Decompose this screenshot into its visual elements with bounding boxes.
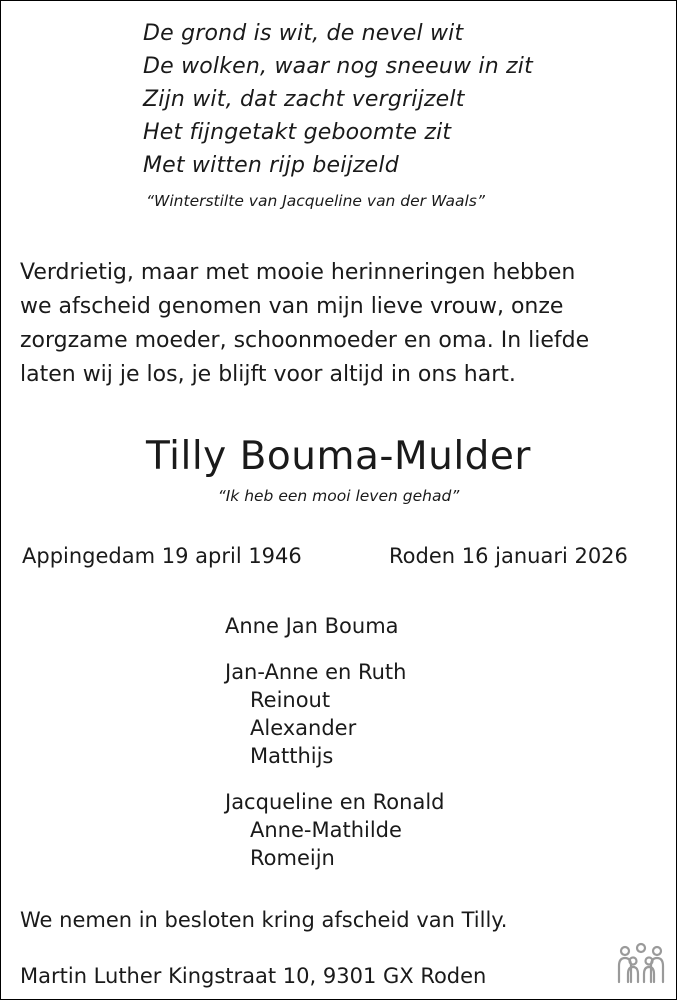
deceased-name: Tilly Bouma-Mulder (146, 434, 531, 479)
deceased-motto: “Ik heb een mooi leven gehad” (217, 487, 460, 505)
family-member: Jan-Anne en Ruth (225, 660, 407, 684)
grandchild: Anne-Mathilde (250, 818, 402, 842)
family-group (225, 788, 445, 872)
grandchild: Romeijn (250, 846, 335, 870)
family-group (225, 658, 445, 770)
poem-line: De grond is wit, de nevel wit (143, 21, 464, 46)
address: Martin Luther Kingstraat 10, 9301 GX Roden (20, 964, 487, 988)
poem-line: De wolken, waar nog sneeuw in zit (143, 54, 533, 79)
intro-line: we afscheid genomen van mijn lieve vrouw, onze (20, 294, 564, 319)
intro-line: Verdrietig, maar met mooie herinneringen hebben (20, 260, 576, 285)
grandchild: Matthijs (250, 744, 334, 768)
poem (143, 17, 533, 182)
family-member: Anne Jan Bouma (225, 614, 399, 638)
poem-line: Zijn wit, dat zacht vergrijzelt (143, 87, 465, 112)
grandchild: Alexander (250, 716, 357, 740)
grandchild: Reinout (250, 688, 331, 712)
family-list (225, 612, 445, 890)
family-group (225, 612, 445, 640)
death-place-date: Roden 16 januari 2026 (389, 544, 628, 568)
closing-text: We nemen in besloten kring afscheid van Tilly. (20, 908, 508, 932)
poem-line: Met witten rijp beijzeld (143, 153, 399, 178)
intro-line: laten wij je los, je blijft voor altijd in ons hart. (20, 362, 516, 387)
intro-text (20, 256, 660, 392)
birth-place-date: Appingedam 19 april 1946 (22, 544, 302, 568)
poem-line: Het fijngetakt geboomte zit (143, 120, 452, 145)
poem-source: “Winterstilte van Jacqueline van der Waals” (146, 192, 485, 210)
intro-line: zorgzame moeder, schoonmoeder en oma. In liefde (20, 328, 590, 353)
family-member: Jacqueline en Ronald (225, 790, 445, 814)
people-group-icon (616, 942, 666, 986)
